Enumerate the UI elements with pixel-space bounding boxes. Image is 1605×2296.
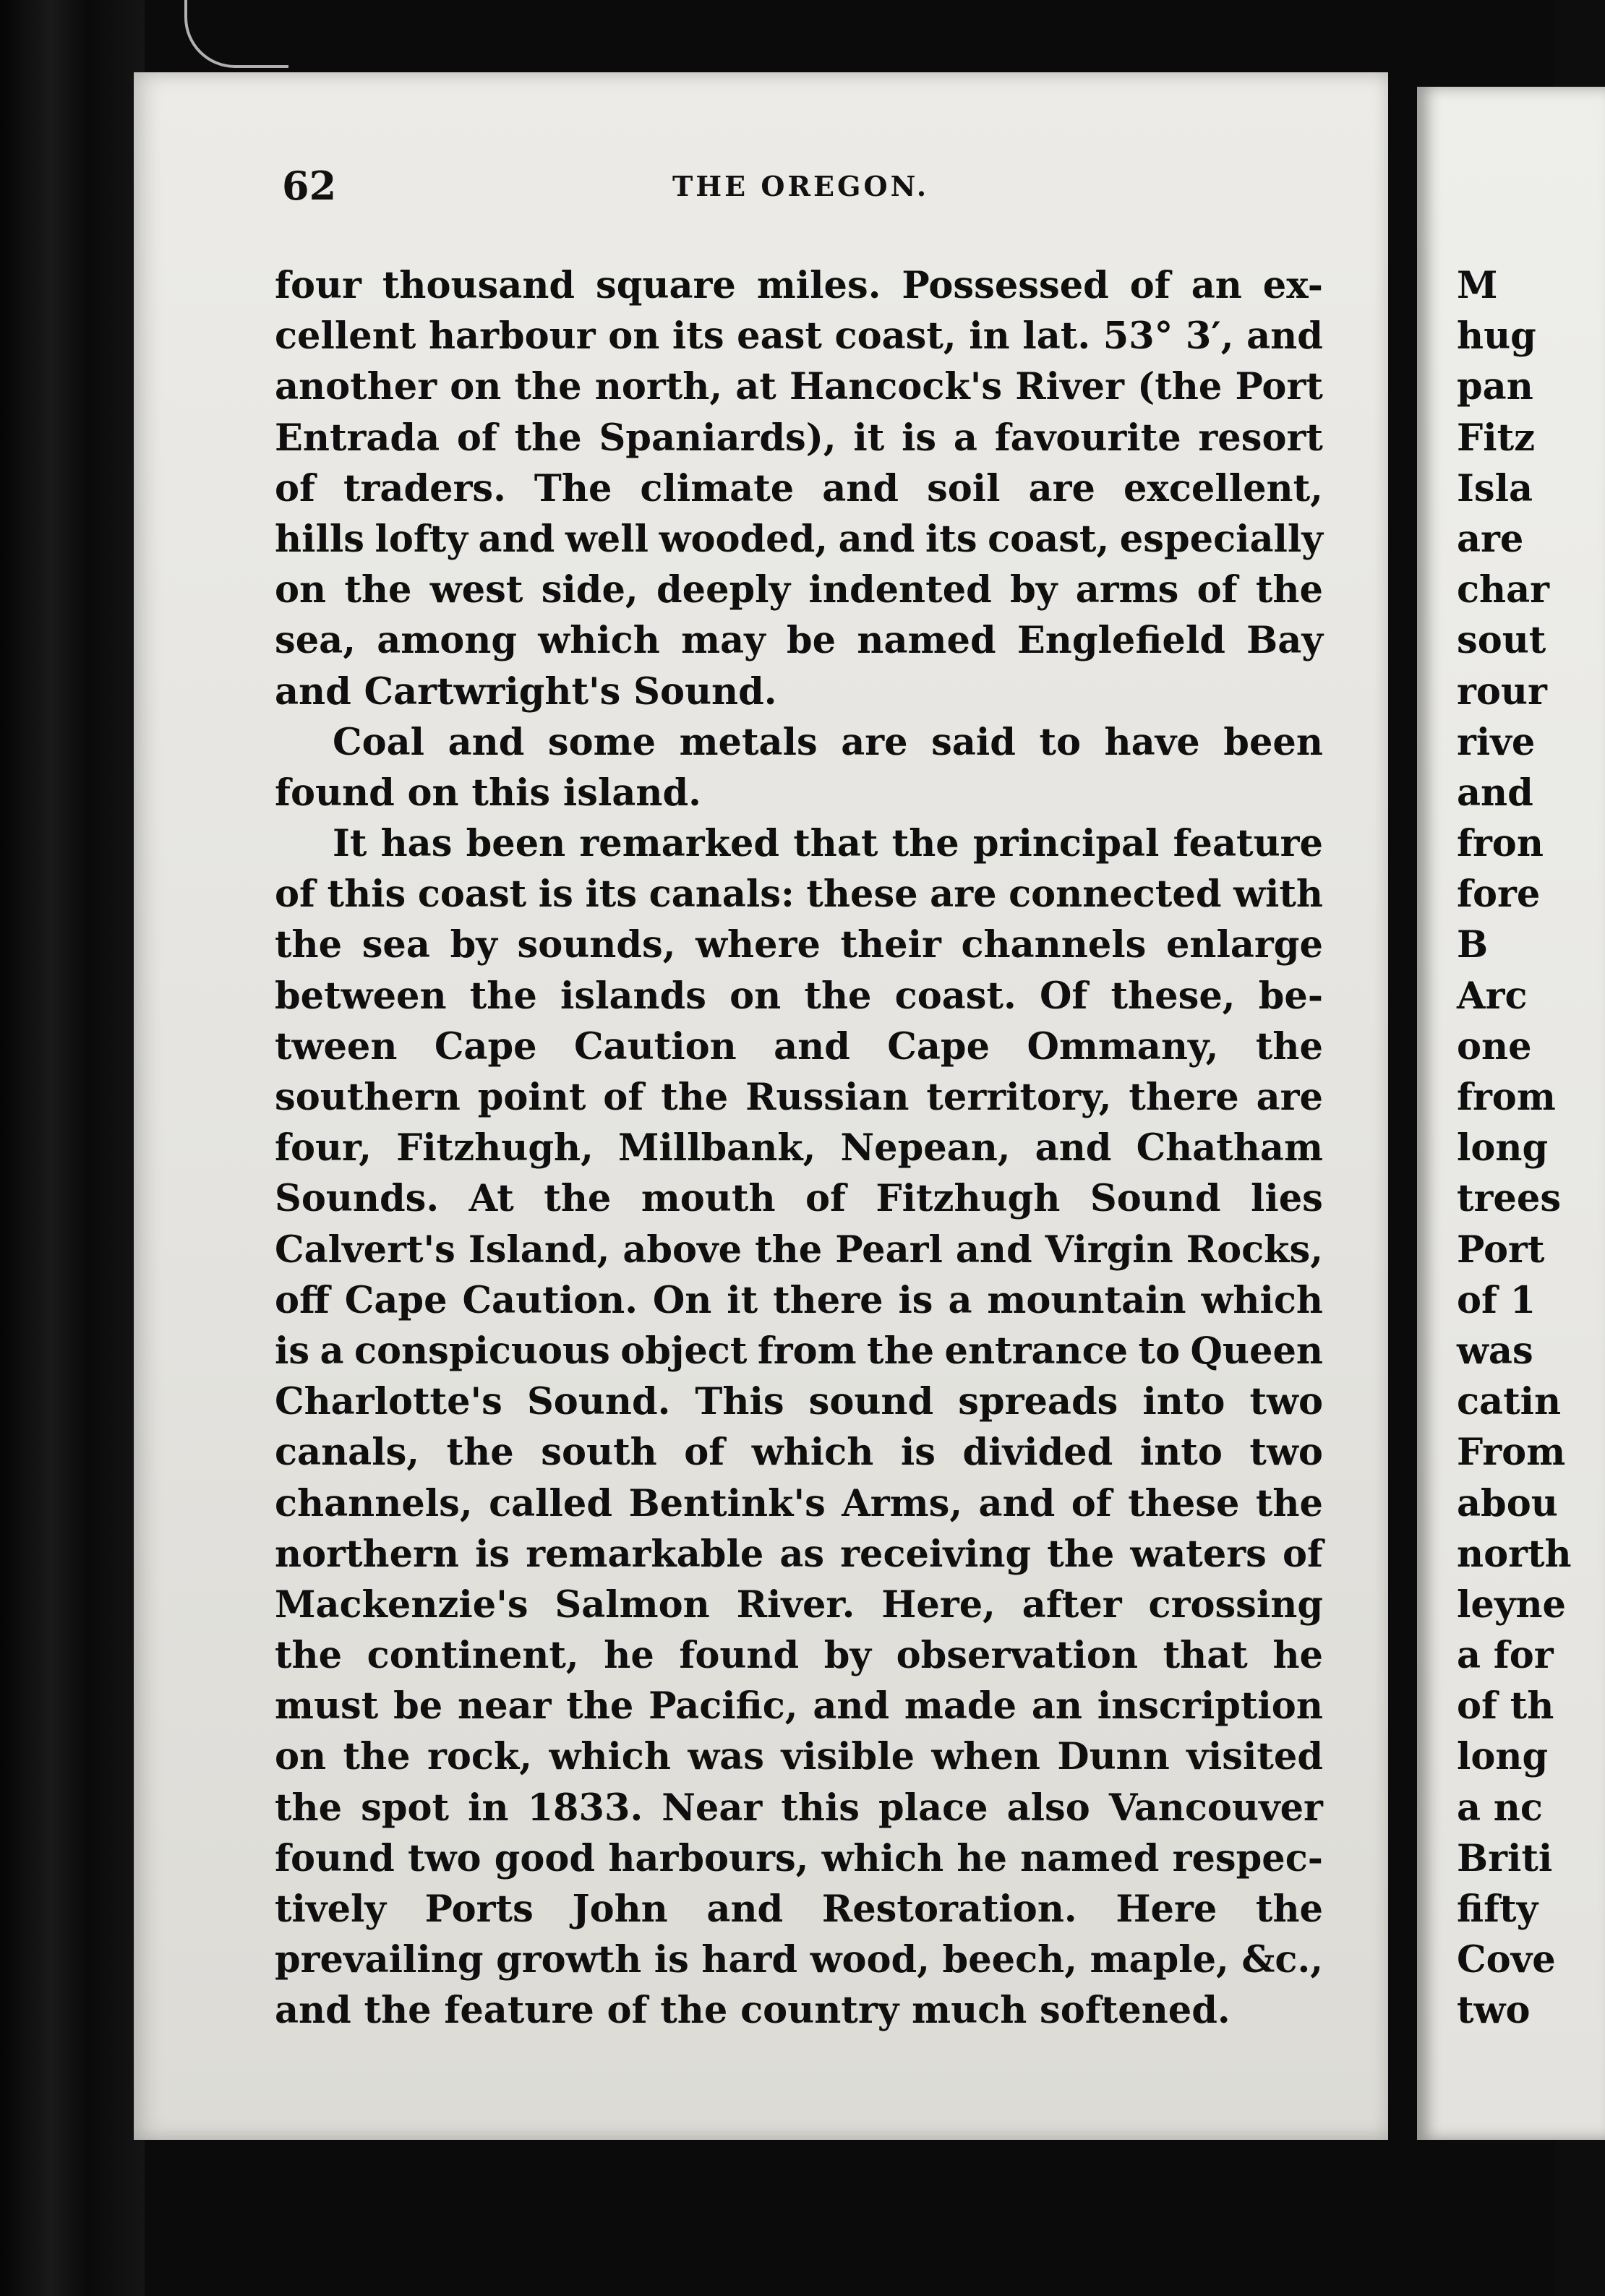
text-line: another on the north, at Hancock's River (the Port [275,365,1323,409]
facing-page-fragment: long [1457,1126,1549,1170]
text-line: canals, the south of which is divided into two [275,1431,1323,1475]
text-line: and Cartwright's Sound. [275,669,777,714]
text-line: four thousand square miles. Possessed of an ex- [275,264,1323,307]
facing-page-fragment: from [1457,1076,1556,1119]
text-line: found on this island. [275,771,701,815]
facing-page-fragment: hug [1457,314,1536,359]
facing-page-text [1457,260,1572,2036]
facing-page-fragment: B [1457,923,1489,967]
text-line: the spot in 1833. Near this place also Vancouver [275,1786,1323,1830]
text-line: of this coast is its canals: these are connected with [275,873,1323,917]
text-line: northern is remarkable as receiving the waters of [275,1532,1323,1576]
page-number: 62 [282,163,337,209]
body-text [275,260,1323,2036]
text-line: off Cape Caution. On it there is a mountain which [275,1278,1323,1322]
facing-page-fragment: Isla [1457,466,1533,510]
facing-page-fragment: M [1457,264,1498,307]
text-line: Calvert's Island, above the Pearl and Virgin Rocks, [275,1228,1323,1272]
text-line: Charlotte's Sound. This sound spreads into two [275,1380,1323,1424]
running-head: THE OREGON. [672,170,930,202]
facing-page-fragment: of 1 [1457,1278,1536,1322]
facing-page-fragment: trees [1457,1177,1562,1221]
facing-page-fragment: rour [1457,669,1547,714]
facing-page-fragment: From [1457,1431,1566,1475]
text-line: Mackenzie's Salmon River. Here, after crossing [275,1582,1323,1627]
facing-page-fragment: fifty [1457,1888,1538,1931]
facing-page-fragment: are [1457,517,1524,561]
book-binding-shadow [0,0,145,2296]
text-line: four, Fitzhugh, Millbank, Nepean, and Chatham [275,1126,1323,1170]
facing-page-fragment: one [1457,1024,1532,1068]
text-line: the continent, he found by observation that he [275,1634,1323,1678]
text-line: southern point of the Russian territory, there are [275,1076,1323,1119]
text-line: found two good harbours, which he named respec- [275,1836,1323,1880]
text-line: tively Ports John and Restoration. Here the [275,1888,1323,1931]
facing-page-fragment: a for [1457,1634,1554,1678]
facing-page-fragment: north [1457,1532,1572,1576]
text-line: tween Cape Caution and Cape Ommany, the [275,1024,1323,1068]
facing-page-fragment: two [1457,1989,1531,2033]
facing-page-fragment: Arc [1457,974,1528,1018]
facing-page-fragment: long [1457,1735,1549,1779]
facing-page-fragment: leyne [1457,1582,1566,1627]
facing-page-fragment: of th [1457,1684,1554,1729]
text-line: of traders. The climate and soil are excellent, [275,466,1323,510]
facing-page-fragment: a nc [1457,1786,1543,1830]
text-line: and the feature of the country much softened. [275,1989,1230,2033]
text-line: prevailing growth is hard wood, beech, maple, &c., [275,1938,1323,1982]
facing-page-fragment: fron [1457,822,1544,866]
facing-page-fragment: Cove [1457,1938,1556,1982]
facing-page-fragment: was [1457,1329,1533,1373]
text-line: cellent harbour on its east coast, in lat. 53° 3′, and [275,314,1323,359]
text-line: It has been remarked that the principal feature [333,822,1323,866]
text-line: between the islands on the coast. Of these, be- [275,974,1323,1018]
facing-page-fragment: pan [1457,365,1533,409]
facing-page-fragment: abou [1457,1481,1558,1525]
facing-page-fragment: char [1457,568,1550,612]
facing-page-fragment: and [1457,771,1533,815]
facing-page-fragment: fore [1457,873,1541,917]
text-line: the sea by sounds, where their channels enlarge [275,923,1323,967]
text-line: is a conspicuous object from the entrance to Queen [275,1329,1323,1373]
text-line: Coal and some metals are said to have been [333,720,1323,764]
text-line: hills lofty and well wooded, and its coast, especially [275,517,1323,561]
text-line: Entrada of the Spaniards), it is a favourite resort [275,416,1323,460]
text-line: must be near the Pacific, and made an inscription [275,1684,1323,1729]
text-line: channels, called Bentink's Arms, and of these the [275,1481,1323,1525]
scan-artifact-mark [184,0,288,68]
text-line: on the west side, deeply indented by arms of the [275,568,1323,612]
page-header [282,163,1323,220]
facing-page-fragment: Briti [1457,1836,1553,1880]
text-line: sea, among which may be named Englefield Bay [275,619,1323,663]
facing-page-fragment: Port [1457,1228,1545,1272]
text-line: on the rock, which was visible when Dunn visited [275,1735,1323,1779]
facing-page-fragment: sout [1457,619,1546,663]
facing-page-fragment: rive [1457,720,1536,764]
text-line: Sounds. At the mouth of Fitzhugh Sound lies [275,1177,1323,1221]
facing-page-fragment: catin [1457,1380,1562,1424]
facing-page-fragment: Fitz [1457,416,1536,460]
